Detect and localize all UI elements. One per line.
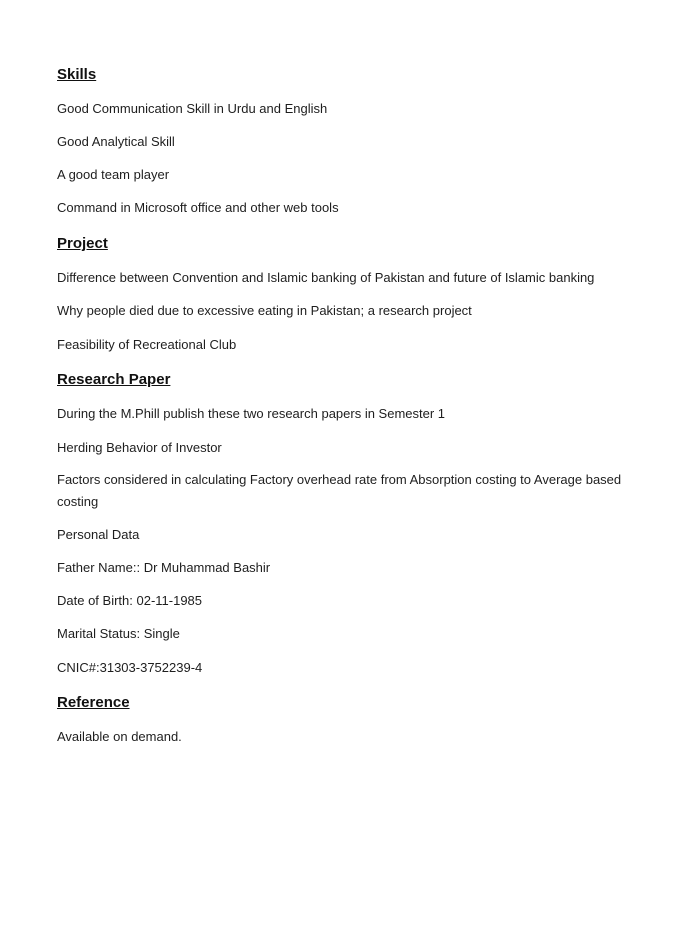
skills-item: Good Analytical Skill	[57, 134, 175, 149]
project-item: Difference between Convention and Islamic banking of Pakistan and future of Islamic banking	[57, 270, 595, 285]
research-item: Factors considered in calculating Factory overhead rate from Absorption costing to Average based costing	[57, 472, 622, 509]
reference-text: Available on demand.	[57, 729, 182, 744]
father-name: Father Name:: Dr Muhammad Bashir	[57, 560, 271, 575]
research-paper-heading: Research Paper	[57, 371, 171, 388]
skills-item: A good team player	[57, 167, 170, 182]
project-item: Feasibility of Recreational Club	[57, 337, 237, 352]
reference-heading: Reference	[57, 694, 130, 711]
research-item: During the M.Phill publish these two research papers in Semester 1	[57, 406, 446, 421]
personal-data-label: Personal Data	[57, 527, 140, 542]
research-item: Herding Behavior of Investor	[57, 440, 222, 455]
skills-item: Good Communication Skill in Urdu and English	[57, 101, 328, 116]
project-item: Why people died due to excessive eating in Pakistan; a research project	[57, 303, 472, 318]
skills-heading: Skills	[57, 66, 97, 83]
cnic-number: CNIC#:31303-3752239-4	[57, 660, 203, 675]
skills-item: Command in Microsoft office and other web tools	[57, 200, 339, 215]
project-heading: Project	[57, 235, 108, 252]
date-of-birth: Date of Birth: 02-11-1985	[57, 593, 203, 608]
marital-status: Marital Status: Single	[57, 626, 180, 641]
